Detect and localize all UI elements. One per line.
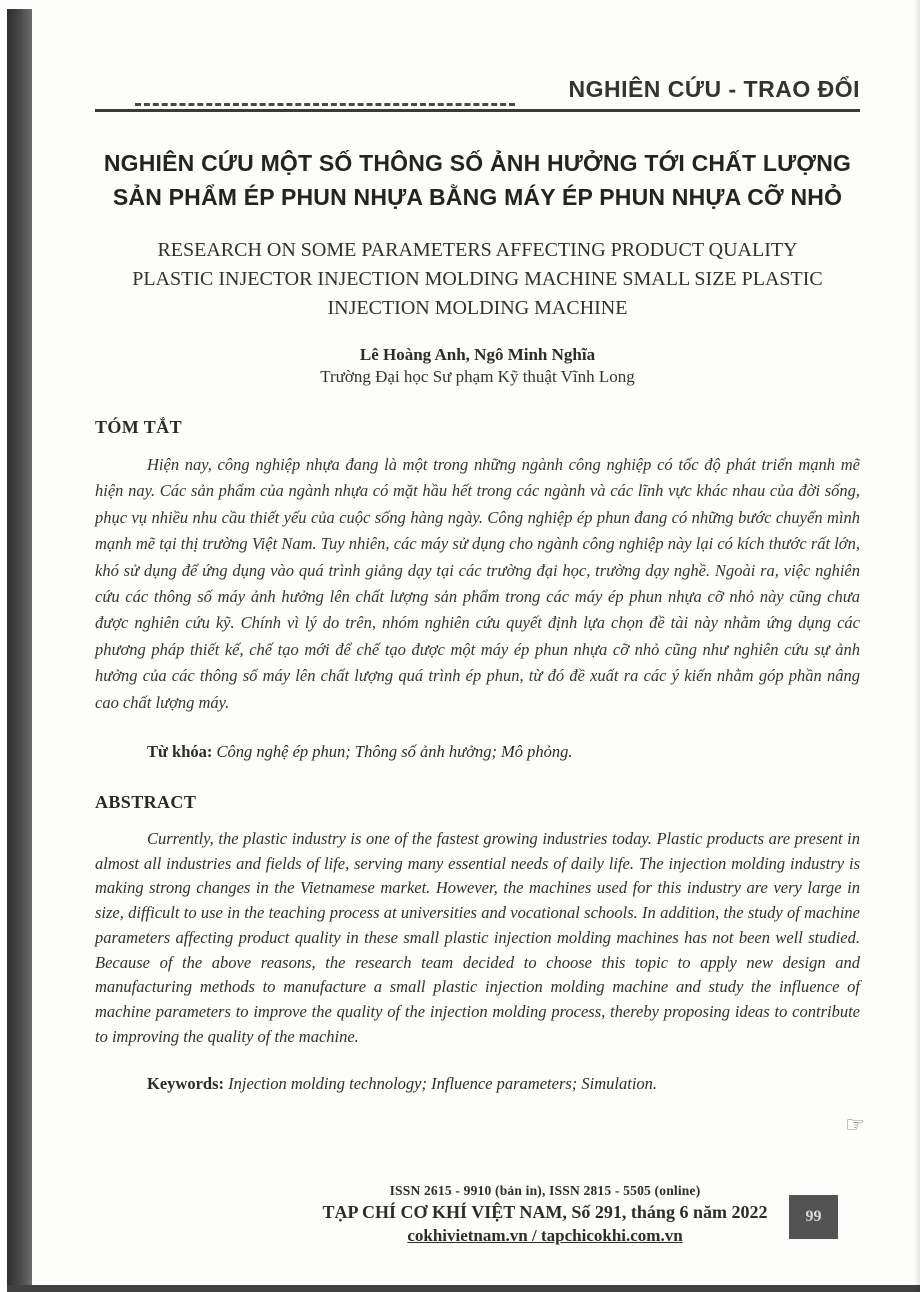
scan-right-edge-shadow — [914, 0, 920, 1292]
authors: Lê Hoàng Anh, Ngô Minh Nghĩa — [359, 345, 596, 365]
scan-binding-shadow — [7, 9, 32, 1292]
header-rule-dashes — [135, 103, 515, 106]
page-number-badge: 99 — [789, 1195, 838, 1239]
journal-footer — [245, 1183, 845, 1246]
abstract-vietnamese-text: Hiện nay, công nghiệp nhựa đang là một trong những ngành công nghiệp có tốc độ phát triển mạnh mẽ hiện nay. Các sản phẩm của ngành nhựa có mặt hầu hết trong các ngành và các lĩnh vực khác nhau của đời sống, phục vụ nhiều nhu cầu thiết yếu của cuộc sống hàng ngày. Công nghiệp ép phun đang có những bước chuyển mình mạnh mẽ tại thị trường Việt Nam. Tuy nhiên, các máy sử dụng cho ngành công nghiệp này lại có kích thước rất lớn, khó sử dụng để ứng dụng vào quá trình giảng dạy tại các trường đại học, trường dạy nghề. Ngoài ra, việc nghiên cứu các thông số máy ảnh hưởng lên chất lượng sản phẩm trong các máy ép phun nhựa cỡ nhỏ này cũng chưa được nghiên cứu kỹ. Chính vì lý do trên, nhóm nghiên cứu quyết định lựa chọn đề tài này nhằm ứng dụng các phương pháp thiết kế, chế tạo mới để chế tạo được một máy ép phun nhựa cỡ nhỏ cũng như nghiên cứu sự ảnh hưởng của các thông số máy lên chất lượng quá trình ép phun, từ đó đề xuất ra các ý kiến nhằm góp phần nâng cao chất lượng máy. — [95, 455, 860, 712]
pointing-hand-icon: ☞ — [845, 1112, 865, 1137]
keywords-vietnamese-label: Từ khóa: — [147, 741, 213, 761]
keywords-english-text: Injection molding technology; Influence parameters; Simulation. — [228, 1073, 658, 1093]
abstract-english-heading: ABSTRACT — [95, 791, 197, 812]
affiliation: Trường Đại học Sư phạm Kỹ thuật Vĩnh Long — [320, 367, 635, 387]
keywords-english-label: Keywords: — [147, 1073, 224, 1093]
keywords-vietnamese-line — [147, 742, 860, 762]
footer-journal-line: TẠP CHÍ CƠ KHÍ VIỆT NAM, Số 291, tháng 6 năm 2022 — [322, 1202, 768, 1222]
scan-bottom-edge-shadow — [7, 1285, 920, 1292]
keywords-english-line — [147, 1074, 860, 1094]
abstract-vietnamese-heading: TÓM TẮT — [95, 417, 182, 438]
footer-issn-line: ISSN 2615 - 9910 (bản in), ISSN 2815 - 5505 (online) — [389, 1183, 701, 1198]
header-rule — [95, 109, 860, 112]
article-title-vietnamese: NGHIÊN CỨU MỘT SỐ THÔNG SỐ ẢNH HƯỞNG TỚI CHẤT LƯỢNG SẢN PHẨM ÉP PHUN NHỰA BẰNG MÁY ÉP PHUN NHỰA CỠ NHỎ — [103, 150, 852, 211]
abstract-english-text: Currently, the plastic industry is one of the fastest growing industries today. Plastic products are present in almost all industries and fields of life, serving many essential needs of daily life. The injection molding industry is making strong changes in the Vietnamese market. However, the machines used for this industry are very large in size, difficult to use in the teaching process at universities and vocational schools. In addition, the study of machine parameters affecting product quality in these small plastic injection molding machines has not been well studied. Because of the above reasons, the research team decided to choose this topic to apply new design and manufacturing methods to manufacture a small plastic injection molding machine and study the influence of machine parameters to improve the quality of the injection molding process, thereby proposing ideas to contribute to improving the quality of the machine. — [95, 828, 860, 1046]
journal-section-header: NGHIÊN CỨU - TRAO ĐỔI — [568, 76, 860, 102]
footer-website-line: cokhivietnam.vn / tapchicokhi.com.vn — [407, 1226, 683, 1245]
article-title-english: RESEARCH ON SOME PARAMETERS AFFECTING PRODUCT QUALITY PLASTIC INJECTOR INJECTION MOLDING MACHINE SMALL SIZE PLASTIC INJECTION MOLDING MACHINE — [132, 239, 823, 320]
keywords-vietnamese-text: Công nghệ ép phun; Thông số ảnh hưởng; Mô phỏng. — [216, 741, 573, 761]
article-content — [95, 0, 860, 1094]
